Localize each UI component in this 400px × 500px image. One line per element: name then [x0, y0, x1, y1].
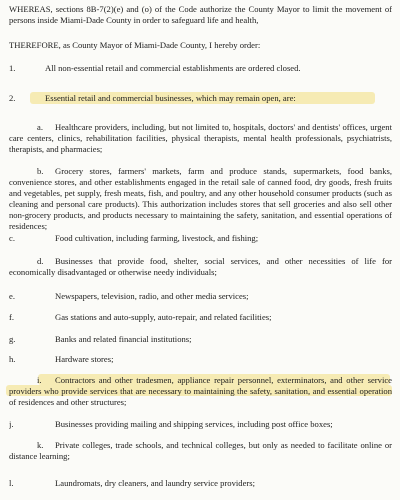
therefore-clause: THEREFORE, as County Mayor of Miami-Dade County, I hereby order: [9, 40, 261, 50]
subitem-d [9, 256, 392, 278]
subitem-l [9, 478, 392, 489]
item-1-number: 1. [9, 63, 16, 73]
subitem-j-letter: j. [9, 419, 14, 429]
subitem-h [9, 354, 392, 365]
item-2-number: 2. [9, 93, 16, 103]
subitem-h-letter: h. [9, 354, 16, 364]
subitem-e-text: Newspapers, television, radio, and other media services; [55, 291, 249, 301]
subitem-d-text: Businesses that provide food, shelter, social services, and other necessities of life for economically disadvantaged or otherwise needy individuals; [9, 256, 392, 277]
subitem-e [9, 291, 392, 302]
subitem-f-letter: f. [9, 312, 15, 322]
subitem-b-letter: b. [37, 166, 44, 176]
subitem-i [9, 375, 392, 408]
subitem-h-text: Hardware stores; [55, 354, 114, 364]
subitem-a [9, 122, 392, 155]
subitem-k-text: Private colleges, trade schools, and technical colleges, but only as needed to facilitate online or distance learning; [9, 440, 392, 461]
subitem-a-letter: a. [37, 122, 43, 132]
subitem-d-letter: d. [37, 256, 44, 266]
subitem-k-letter: k. [37, 440, 44, 450]
subitem-g-letter: g. [9, 334, 16, 344]
subitem-l-letter: l. [9, 478, 14, 488]
subitem-j [9, 419, 392, 430]
subitem-l-text: Laundromats, dry cleaners, and laundry service providers; [55, 478, 255, 488]
subitem-j-text: Businesses providing mailing and shipping services, including post office boxes; [55, 419, 333, 429]
subitem-f-text: Gas stations and auto-supply, auto-repair, and related facilities; [55, 312, 272, 322]
subitem-c [9, 233, 392, 244]
whereas-clause: WHEREAS, sections 8B-7(2)(e) and (o) of the Code authorize the County Mayor to limit the movement of persons inside Miami-Dade County in order to safeguard life and health, [9, 4, 392, 25]
subitem-a-text: Healthcare providers, including, but not limited to, hospitals, doctors' and dentists' offices, urgent care centers, clinics, rehabilitation facilities, physical therapists, mental health professionals, psychiatrists, therapists, and pharmacies; [9, 122, 392, 154]
subitem-c-text: Food cultivation, including farming, livestock, and fishing; [55, 233, 259, 243]
subitem-k [9, 440, 392, 462]
subitem-b-text: Grocery stores, farmers' markets, farm and produce stands, supermarkets, food banks, convenience stores, and other establishments engaged in the retail sale of canned food, dry goods, fresh fruits and vegetables, pet supply, fresh meats, fish, and poultry, and any other household consumer products (such as cleaning and personal care products). This authorization includes stores that sell groceries and also sell other non-grocery products, and products necessary to maintaining the safety, sanitation, and essential operations of residences; [9, 166, 392, 231]
subitem-g [9, 334, 392, 345]
item-2-text: Essential retail and commercial businesses, which may remain open, are: [45, 93, 296, 103]
subitem-g-text: Banks and related financial institutions; [55, 334, 192, 344]
subitem-b [9, 166, 392, 231]
subitem-e-letter: e. [9, 291, 15, 301]
subitem-c-letter: c. [9, 233, 15, 243]
subitem-i-text: Contractors and other tradesmen, appliance repair personnel, exterminators, and other service providers who provide services that are necessary to maintaining the safety, sanitation, and essential operation of residences and other structures; [9, 375, 392, 407]
subitem-i-letter: i. [37, 375, 42, 385]
item-1 [9, 63, 392, 74]
subitem-f [9, 312, 392, 323]
item-2 [9, 93, 392, 104]
item-1-text: All non-essential retail and commercial establishments are ordered closed. [45, 63, 301, 73]
